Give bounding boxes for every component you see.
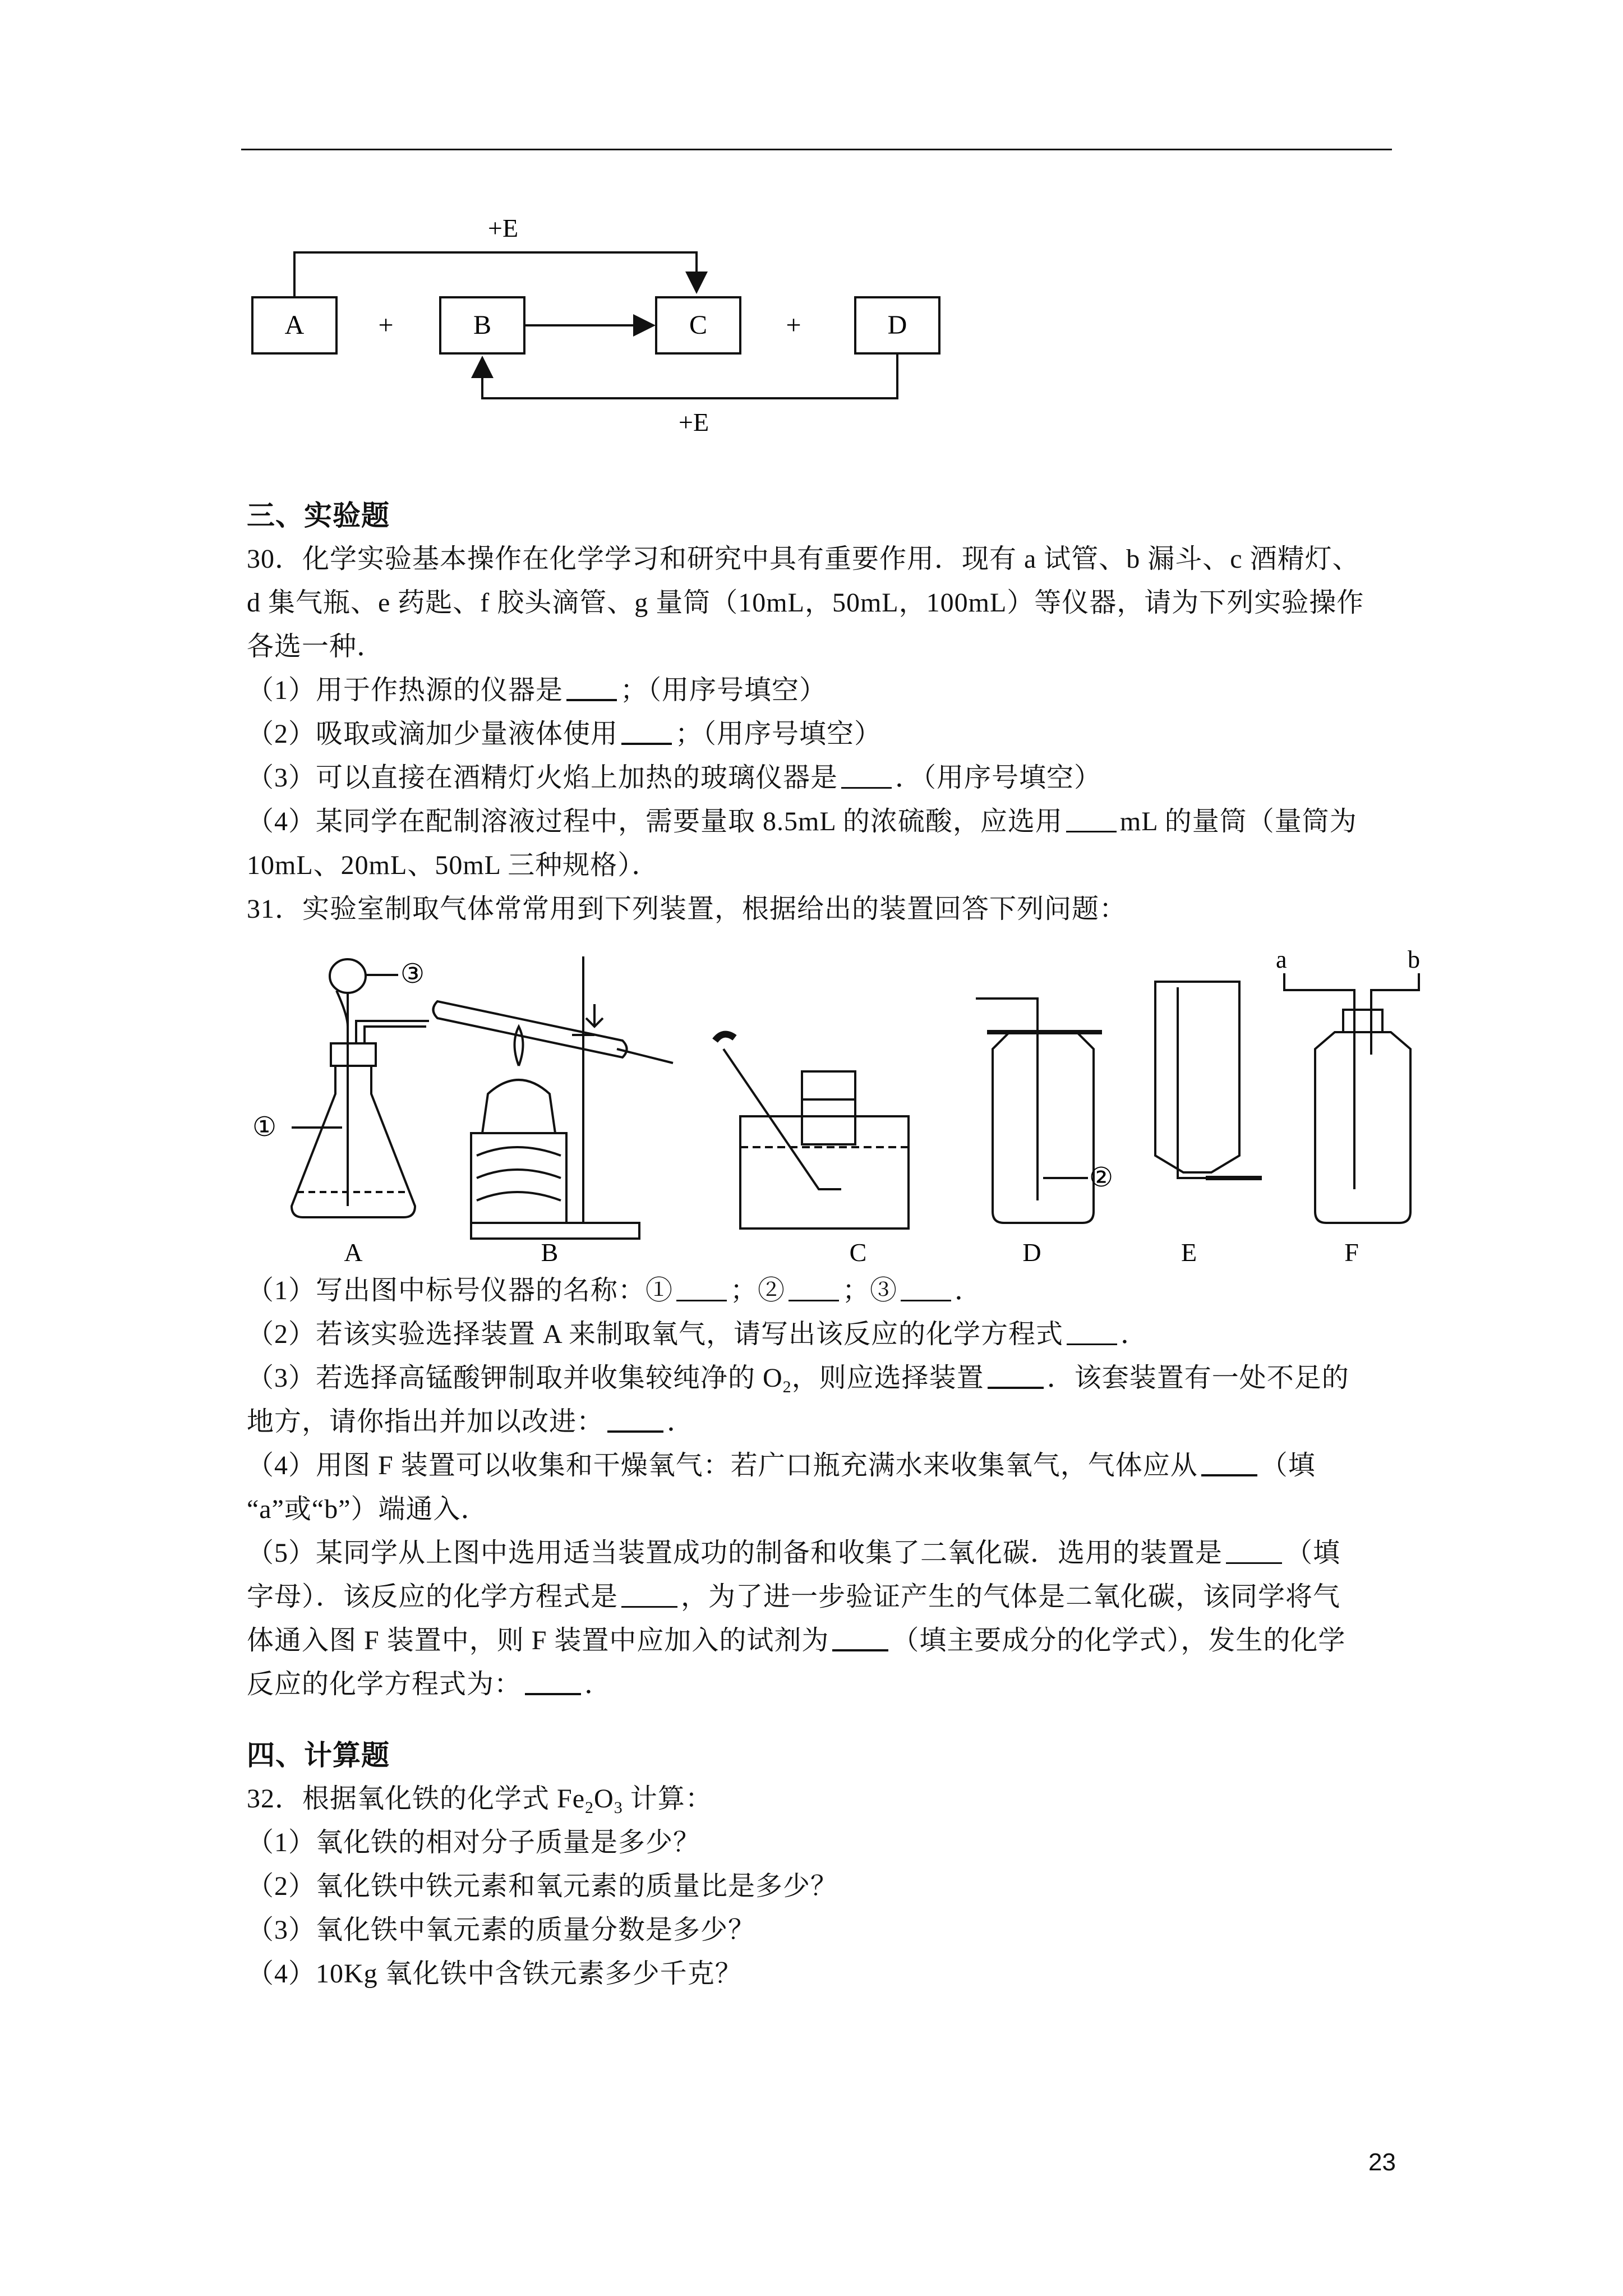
flow-diagram	[236, 208, 976, 443]
bottom-arrow-label: +E	[679, 408, 709, 436]
box-c-label: C	[689, 310, 708, 340]
q30-stem-line-2: d 集气瓶、e 药匙、f 胶头滴管、g 量筒（10mL，50mL，100mL）等仪器，请为下列实验操作	[247, 588, 1364, 618]
section-3	[247, 494, 1391, 931]
answer-blank[interactable]	[1226, 1540, 1282, 1564]
box-c	[656, 297, 740, 353]
apparatus-a	[292, 959, 429, 1217]
q31-p4-tail: （填	[1260, 1451, 1316, 1480]
top-arrow	[294, 252, 697, 297]
q31-p5-l2: 字母）．该反应的化学方程式是	[247, 1582, 619, 1612]
answer-blank[interactable]	[676, 1277, 727, 1301]
test-tube-b	[434, 1001, 627, 1057]
q31-part-4-cont: “a”或“b”）端通入．	[247, 1494, 488, 1524]
q30-p1-tail: ；（用序号填空）	[620, 675, 827, 705]
q32-part-2: （2）氧化铁中铁元素和氧元素的质量比是多少？	[247, 1871, 838, 1901]
marker-3: ③	[400, 959, 425, 989]
q31-part-3-cont	[247, 1400, 1391, 1444]
answer-blank[interactable]	[1067, 1321, 1117, 1345]
q31-p3-line2: 地方，请你指出并加以改进：	[247, 1407, 605, 1437]
q31-p5-l3: 体通入图 F 装置中，则 F 装置中应加入的试剂为	[247, 1626, 829, 1655]
q30-p4-text: （4）某同学在配制溶液过程中，需要量取 8.5mL 的浓硫酸，应选用	[247, 807, 1063, 836]
apparatus-d	[976, 999, 1102, 1223]
answer-blank[interactable]	[1066, 808, 1117, 832]
answer-blank[interactable]	[988, 1364, 1044, 1389]
q30-stem-line-1: 30．化学实验基本操作在化学学习和研究中具有重要作用．现有 a 试管、b 漏斗、c 酒精灯、	[247, 544, 1360, 574]
section-spacer	[247, 1706, 1391, 1733]
apparatus-e	[1155, 982, 1262, 1178]
q31-p3-text: （3）若选择高锰酸钾制取并收集较纯净的 O	[247, 1363, 783, 1393]
apparatus-label-d: D	[1022, 1238, 1041, 1267]
q30-p3-text: （3）可以直接在酒精灯火焰上加热的玻璃仪器是	[247, 763, 838, 793]
answer-blank[interactable]	[789, 1277, 839, 1301]
q30-part-2	[247, 712, 1391, 756]
header-rule	[241, 149, 1392, 150]
plus-sign-2: +	[786, 310, 801, 340]
q31-p3-line2-tail: ．	[667, 1407, 695, 1437]
answer-blank[interactable]	[621, 720, 672, 745]
q31-p2-tail: ．	[1121, 1319, 1149, 1349]
q32-subscript-1: 2	[585, 1798, 594, 1817]
q32-part-3: （3）氧化铁中氧元素的质量分数是多少？	[247, 1915, 756, 1945]
q31-part-5	[247, 1531, 1391, 1575]
box-a	[252, 297, 336, 353]
apparatus-label-f: F	[1344, 1238, 1359, 1267]
q30-part-3	[247, 756, 1391, 800]
q31-part-5-l3	[247, 1619, 1391, 1663]
apparatus-label-c: C	[849, 1238, 867, 1267]
q30-p4-tail: mL 的量筒（量筒为	[1119, 807, 1357, 836]
answer-blank[interactable]	[1201, 1452, 1257, 1476]
q31-p5-l4: 反应的化学方程式为：	[247, 1669, 522, 1699]
q32-subscript-2: 3	[614, 1798, 623, 1817]
q30-p1-text: （1）用于作热源的仪器是	[247, 675, 564, 705]
answer-blank[interactable]	[607, 1408, 663, 1433]
q30-stem-line-3: 各选一种．	[247, 632, 385, 661]
q30-part-4	[247, 800, 1391, 844]
top-arrow-label: +E	[488, 214, 519, 242]
box-b	[440, 297, 524, 353]
q31-p1-text: （1）写出图中标号仪器的名称：①	[247, 1276, 674, 1305]
q31-parts-and-section-4	[247, 1269, 1391, 1996]
q31-stem: 31．实验室制取气体常常用到下列装置，根据给出的装置回答下列问题：	[247, 894, 1127, 924]
answer-blank[interactable]	[832, 1627, 888, 1651]
apparatus-b	[434, 956, 674, 1239]
box-d-label: D	[887, 310, 907, 340]
answer-blank[interactable]	[566, 677, 617, 701]
q32-part-4: （4）10Kg 氧化铁中含铁元素多少千克？	[247, 1959, 743, 1989]
q30-p2-text: （2）吸取或滴加少量液体使用	[247, 719, 619, 749]
q32-stem-tail: 计算：	[623, 1784, 713, 1814]
box-d	[855, 297, 939, 353]
q31-p5-l2-tail: ，为了进一步验证产生的气体是二氧化碳，该同学将气	[681, 1582, 1341, 1612]
q31-p5-l3-tail: （填主要成分的化学式），发生的化学	[892, 1626, 1346, 1655]
q30-part-4-cont: 10mL、20mL、50mL 三种规格）．	[247, 850, 660, 880]
q31-part-5-l4	[247, 1663, 1391, 1706]
q31-p5-l1-tail: （填	[1285, 1538, 1341, 1568]
answer-blank[interactable]	[841, 765, 892, 789]
answer-blank[interactable]	[525, 1671, 581, 1695]
port-b-label: b	[1408, 946, 1420, 973]
q31-p5-l4-tail: ．	[584, 1669, 612, 1699]
q30-part-1	[247, 669, 1391, 712]
q31-part-5-l2	[247, 1575, 1391, 1619]
q32-part-1: （1）氧化铁的相对分子质量是多少？	[247, 1828, 701, 1857]
q31-p1-tail: ．	[955, 1276, 983, 1305]
apparatus-f	[1284, 973, 1419, 1223]
q31-part-2	[247, 1313, 1391, 1356]
q31-part-4	[247, 1444, 1391, 1488]
plus-sign-1: +	[378, 310, 394, 340]
box-a-label: A	[284, 310, 305, 340]
marker-2: ②	[1089, 1163, 1114, 1193]
apparatus-label-a: A	[344, 1238, 363, 1267]
apparatus-c	[715, 1034, 909, 1228]
q31-p5-l1: （5）某同学从上图中选用适当装置成功的制备和收集了二氧化碳．选用的装置是	[247, 1538, 1223, 1568]
q31-p3-mid: ，则应选择装置	[791, 1363, 984, 1393]
section-3-heading: 三、实验题	[247, 500, 390, 531]
q31-p3-subscript: 2	[782, 1378, 792, 1396]
section-4-heading: 四、计算题	[247, 1740, 390, 1771]
q32-stem-text: 32．根据氧化铁的化学式 Fe	[247, 1784, 585, 1814]
q30-p3-tail: ．（用序号填空）	[895, 763, 1102, 793]
q31-p3-tail: ．该套装置有一处不足的	[1046, 1363, 1349, 1393]
q30-p2-tail: ；（用序号填空）	[675, 719, 882, 749]
box-b-label: B	[473, 310, 492, 340]
q31-p1-sep1: ；②	[730, 1276, 786, 1305]
q31-p2-text: （2）若该实验选择装置 A 来制取氧气，请写出该反应的化学方程式	[247, 1319, 1064, 1349]
page-number: 23	[1368, 2148, 1396, 2176]
apparatus-label-b: B	[541, 1238, 559, 1267]
apparatus-figure	[236, 942, 1424, 1268]
q31-p4-text: （4）用图 F 装置可以收集和干燥氧气：若广口瓶充满水来收集氧气，气体应从	[247, 1451, 1198, 1480]
q31-part-3	[247, 1356, 1391, 1400]
marker-1: ①	[252, 1112, 277, 1142]
answer-blank[interactable]	[901, 1277, 951, 1301]
apparatus-label-e: E	[1181, 1238, 1197, 1267]
q32-stem-mid: O	[594, 1784, 614, 1814]
port-a-label: a	[1276, 946, 1287, 973]
q31-p1-sep2: ；③	[842, 1276, 898, 1305]
q32-stem	[247, 1777, 1391, 1821]
q31-part-1	[247, 1269, 1391, 1313]
bottom-arrow	[482, 353, 897, 398]
answer-blank[interactable]	[621, 1584, 677, 1608]
